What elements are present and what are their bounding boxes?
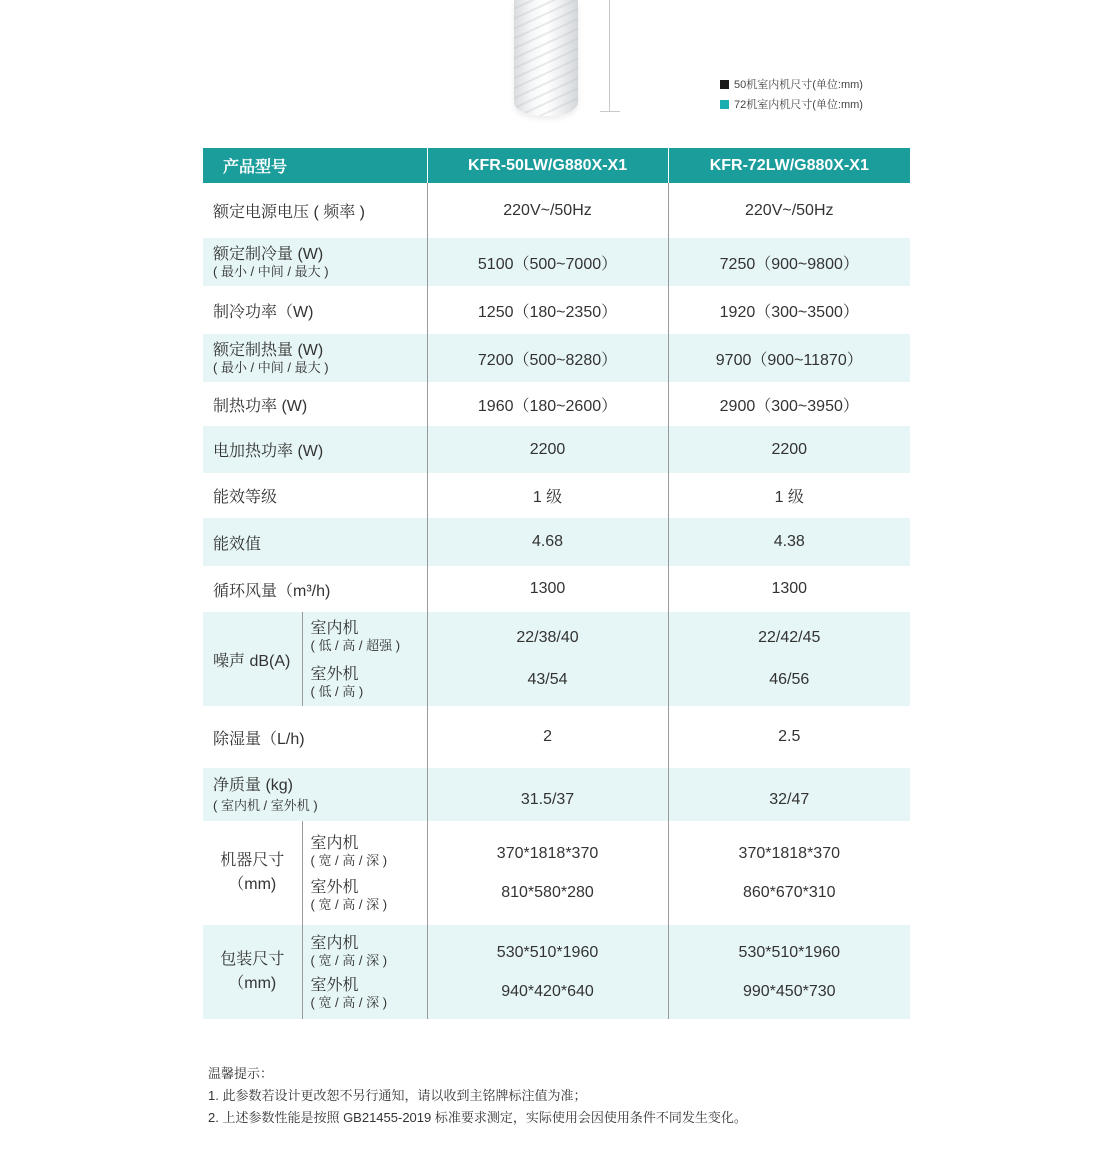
row-dimensions (203, 821, 910, 925)
cell-50: 1250（180~2350） (427, 286, 668, 334)
dimensions-indoor-label (311, 834, 427, 868)
notes (208, 1063, 747, 1129)
row-efficiency-value (203, 518, 910, 566)
package-indoor-50: 530*510*1960 (496, 943, 599, 961)
row-label: 制冷功率（W) (213, 303, 314, 321)
legend-swatch-72 (720, 100, 729, 109)
cell-72: 1300 (668, 566, 910, 612)
cell-50 (427, 821, 668, 925)
sub-name: 室外机 (310, 977, 359, 994)
row-label-main: 机器尺寸 (220, 852, 285, 869)
legend-item-50 (720, 74, 863, 94)
row-weight (203, 768, 910, 821)
cell-72: 2200 (668, 426, 910, 473)
row-label-sub: ( 最小 / 中间 / 最大 ) (213, 360, 329, 375)
row-label: 循环风量（m³/h) (213, 582, 331, 600)
cell-72: 32/47 (668, 768, 910, 821)
cell-50 (427, 925, 668, 1019)
sub-name: 室内机 (310, 620, 359, 637)
noise-indoor-50: 22/38/40 (516, 629, 579, 646)
sub-note: ( 宽 / 高 / 深 ) (310, 853, 388, 868)
cell-50 (427, 612, 668, 706)
package-outdoor-50: 940*420*640 (501, 982, 594, 1000)
row-package (203, 925, 910, 1019)
cell-50: 2200 (427, 426, 668, 473)
header-model-label: 产品型号 (203, 148, 427, 183)
row-label: 除湿量（L/h) (213, 730, 305, 748)
legend-label-72: 72机室内机尺寸(单位:mm) (734, 99, 863, 111)
row-heating-power (203, 382, 910, 426)
row-label-unit: （mm) (228, 876, 277, 893)
cell-50: 2 (427, 706, 668, 768)
noise-outdoor-label (311, 665, 427, 699)
cell-72: 7250（900~9800） (668, 238, 910, 286)
dimensions-outdoor-50: 810*580*280 (501, 883, 594, 901)
sub-note: ( 低 / 高 / 超强 ) (310, 638, 401, 653)
dimensions-indoor-50: 370*1818*370 (496, 844, 599, 862)
row-label (203, 925, 302, 1019)
row-label-main: 额定制冷量 (W) (213, 246, 324, 263)
row-noise (203, 612, 910, 706)
cell-72: 2900（300~3950） (668, 382, 910, 426)
row-label: 制热功率 (W) (213, 397, 308, 415)
row-heating (203, 334, 910, 382)
notes-item-1: 1. 此参数若设计更改恕不另行通知，请以收到主铭牌标注值为准； (208, 1088, 587, 1103)
cell-72: 9700（900~11870） (668, 334, 910, 382)
row-label-sub: ( 最小 / 中间 / 最大 ) (213, 264, 329, 279)
sub-note: ( 宽 / 高 / 深 ) (310, 897, 388, 912)
cell-50: 7200（500~8280） (427, 334, 668, 382)
cell-72 (668, 821, 910, 925)
row-label: 额定电源电压 ( 频率 ) (213, 204, 365, 221)
sub-note: ( 宽 / 高 / 深 ) (310, 995, 388, 1010)
row-label: 噪声 dB(A) (203, 612, 302, 706)
dimension-tick (600, 111, 620, 112)
row-cooling (203, 238, 910, 286)
cell-72: 1920（300~3500） (668, 286, 910, 334)
cell-72: 220V~/50Hz (668, 183, 910, 238)
sub-name: 室内机 (310, 935, 359, 952)
table-header-row (203, 148, 910, 183)
row-electric-heating (203, 426, 910, 473)
row-label (203, 238, 427, 286)
noise-outdoor-72: 46/56 (769, 671, 810, 688)
row-label (203, 821, 302, 925)
row-label-main: 额定制热量 (W) (213, 342, 324, 359)
row-label: 电加热功率 (W) (203, 426, 427, 473)
package-sub-labels (302, 925, 427, 1019)
cell-50: 1 级 (427, 473, 668, 518)
dimension-legend (720, 74, 863, 114)
legend-swatch-50 (720, 80, 729, 89)
row-label: 能效等级 (213, 489, 278, 506)
row-airflow (203, 566, 910, 612)
spec-table (203, 148, 910, 1019)
cell-50: 31.5/37 (427, 768, 668, 821)
package-indoor-label (311, 934, 427, 968)
noise-outdoor-50: 43/54 (527, 671, 568, 688)
package-outdoor-label (311, 976, 427, 1010)
legend-item-72 (720, 94, 863, 114)
cell-50: 4.68 (427, 518, 668, 566)
notes-title: 温馨提示： (208, 1066, 274, 1081)
row-label: 能效值 (203, 518, 427, 566)
sub-note: ( 低 / 高 ) (310, 684, 364, 699)
sub-note: ( 宽 / 高 / 深 ) (310, 953, 388, 968)
row-voltage (203, 183, 910, 238)
header-model-50: KFR-50LW/G880X-X1 (427, 148, 668, 183)
dimensions-outdoor-label (311, 878, 427, 912)
sub-name: 室内机 (310, 835, 359, 852)
product-image (514, 0, 578, 116)
noise-sub-labels (302, 612, 427, 706)
cell-72 (668, 925, 910, 1019)
dimensions-outdoor-72: 860*670*310 (742, 883, 836, 901)
cell-72: 4.38 (668, 518, 910, 566)
sub-name: 室外机 (310, 879, 359, 896)
package-indoor-72: 530*510*1960 (738, 943, 840, 961)
header-model-72: KFR-72LW/G880X-X1 (668, 148, 910, 183)
row-label-main: 包装尺寸 (220, 951, 285, 968)
cell-72: 1 级 (668, 473, 910, 518)
dimension-line (609, 0, 610, 112)
cell-50: 1300 (427, 566, 668, 612)
row-label-unit: （mm) (228, 975, 277, 992)
row-label (203, 334, 427, 382)
sub-name: 室外机 (310, 666, 359, 683)
noise-indoor-label (311, 619, 427, 653)
cell-50: 1960（180~2600） (427, 382, 668, 426)
cell-72 (668, 612, 910, 706)
dimensions-sub-labels (302, 821, 427, 925)
cell-50: 5100（500~7000） (427, 238, 668, 286)
row-cooling-power (203, 286, 910, 334)
cell-50: 220V~/50Hz (427, 183, 668, 238)
notes-item-2: 2. 上述参数性能是按照 GB21455-2019 标准要求测定，实际使用会因使用条件不同发生变化。 (208, 1110, 747, 1125)
row-label-sub: ( 室内机 / 室外机 ) (213, 798, 318, 813)
row-label (203, 768, 427, 821)
package-outdoor-72: 990*450*730 (742, 982, 836, 1000)
legend-label-50: 50机室内机尺寸(单位:mm) (734, 79, 863, 91)
noise-indoor-72: 22/42/45 (758, 629, 821, 646)
cell-72: 2.5 (668, 706, 910, 768)
row-dehumidify (203, 706, 910, 768)
dimensions-indoor-72: 370*1818*370 (738, 844, 840, 862)
row-efficiency-grade (203, 473, 910, 518)
row-label-main: 净质量 (kg) (213, 777, 294, 794)
